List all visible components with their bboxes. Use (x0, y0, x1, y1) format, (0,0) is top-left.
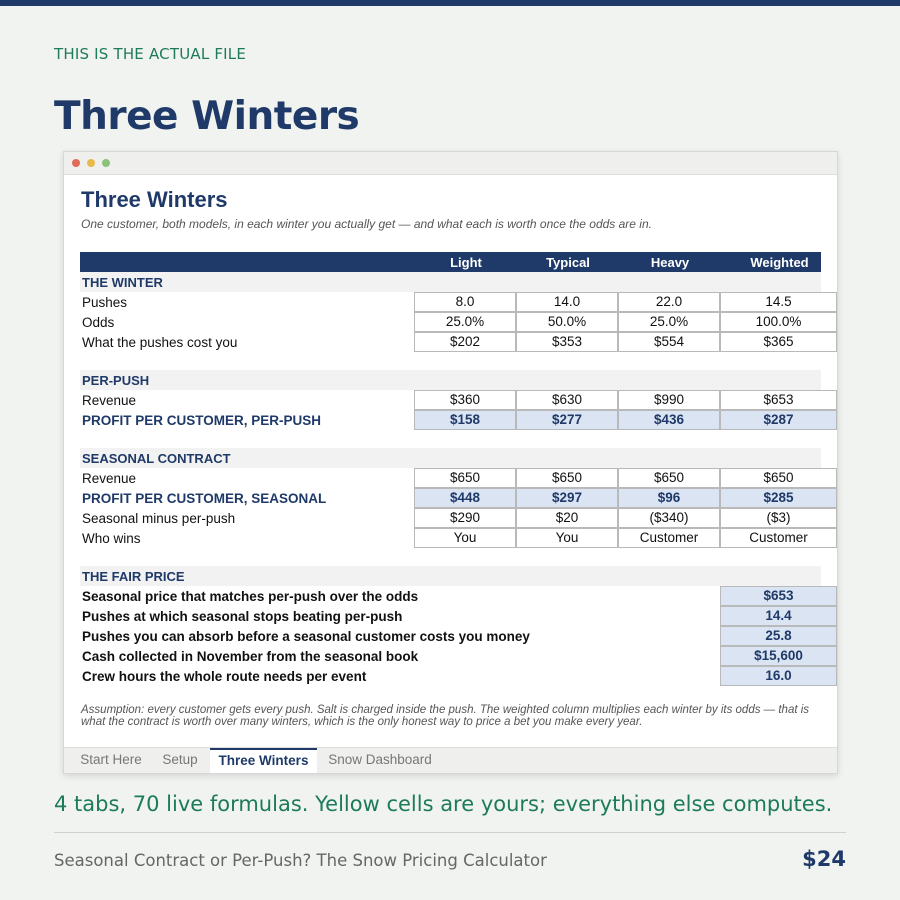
close-dot-icon[interactable] (72, 159, 80, 167)
row-label: Revenue (82, 393, 137, 408)
cell[interactable]: 22.0 (618, 292, 720, 312)
cell[interactable]: $554 (618, 332, 720, 352)
row-label: Seasonal price that matches per-push over the odds (82, 589, 419, 604)
row-label: Pushes at which seasonal stops beating per-push (82, 609, 403, 624)
tab-three-winters[interactable]: Three Winters (210, 748, 317, 773)
table-row-seasonal-minus (80, 508, 821, 528)
cell[interactable]: $277 (516, 410, 618, 430)
section-header-seasonal (80, 448, 821, 468)
cell[interactable]: $158 (414, 410, 516, 430)
cell[interactable]: $287 (720, 410, 837, 430)
table-row-perpush-profit (80, 410, 821, 430)
cell[interactable]: $448 (414, 488, 516, 508)
tagline: 4 tabs, 70 live formulas. Yellow cells are yours; everything else computes. (54, 792, 833, 816)
cell[interactable]: $96 (618, 488, 720, 508)
cell[interactable]: You (516, 528, 618, 548)
table-row-crew-hours (80, 666, 821, 686)
cell[interactable]: $653 (720, 586, 837, 606)
column-header-weighted: Weighted (750, 255, 809, 270)
cell[interactable]: 14.0 (516, 292, 618, 312)
row-label: Cash collected in November from the seasonal book (82, 649, 419, 664)
cell[interactable]: 50.0% (516, 312, 618, 332)
cell[interactable]: 14.5 (720, 292, 837, 312)
row-label: Crew hours the whole route needs per event (82, 669, 367, 684)
cell[interactable]: $290 (414, 508, 516, 528)
row-label: PROFIT PER CUSTOMER, PER-PUSH (82, 413, 322, 428)
top-accent-bar (0, 0, 900, 6)
cell[interactable]: $650 (516, 468, 618, 488)
table-row-november-cash (80, 646, 821, 666)
cell[interactable]: $990 (618, 390, 720, 410)
cell[interactable]: $365 (720, 332, 837, 352)
row-label: Pushes (82, 295, 128, 310)
cell[interactable]: $650 (720, 468, 837, 488)
column-header-row (80, 252, 821, 272)
cell[interactable]: $650 (414, 468, 516, 488)
divider (54, 832, 846, 833)
cell[interactable]: ($3) (720, 508, 837, 528)
section-title: THE FAIR PRICE (82, 569, 185, 584)
row-label: Pushes you can absorb before a seasonal customer costs you money (82, 629, 530, 644)
maximize-dot-icon[interactable] (102, 159, 110, 167)
cell[interactable]: 100.0% (720, 312, 837, 332)
minimize-dot-icon[interactable] (87, 159, 95, 167)
cell[interactable]: 16.0 (720, 666, 837, 686)
column-header-heavy: Heavy (650, 255, 690, 270)
table-row-push-cost (80, 332, 821, 352)
cell[interactable]: $15,600 (720, 646, 837, 666)
column-header-typical: Typical (546, 255, 590, 270)
cell[interactable]: ($340) (618, 508, 720, 528)
sheet-subtitle: One customer, both models, in each winter you actually get — and what each is worth once the odds are in. (81, 217, 652, 231)
cell[interactable]: $630 (516, 390, 618, 410)
cell[interactable]: Customer (618, 528, 720, 548)
cell[interactable]: $650 (618, 468, 720, 488)
table-row-fair-price (80, 586, 821, 606)
section-title: PER-PUSH (82, 373, 150, 388)
price-label: $24 (802, 847, 846, 871)
product-name: Seasonal Contract or Per-Push? The Snow Pricing Calculator (54, 851, 547, 870)
section-header-per-push (80, 370, 821, 390)
assumption-note: Assumption: every customer gets every push. Salt is charged inside the push. The weighted column multiplies each winter by its odds — that is what the contract is worth over many winters, which is the only honest way to price a bet you make every year. (81, 704, 810, 728)
table-row-breakeven-pushes (80, 606, 821, 626)
column-header-light: Light (450, 255, 482, 270)
cell[interactable]: $285 (720, 488, 837, 508)
row-label: Odds (82, 315, 115, 330)
table-row-odds (80, 312, 821, 332)
cell[interactable]: Customer (720, 528, 837, 548)
row-label: PROFIT PER CUSTOMER, SEASONAL (82, 491, 327, 506)
section-header-fair-price (80, 566, 821, 586)
cell[interactable]: You (414, 528, 516, 548)
row-label: What the pushes cost you (82, 335, 238, 350)
table-row-pushes (80, 292, 821, 312)
sheet-grid (64, 176, 837, 748)
table-row-seasonal-revenue (80, 468, 821, 488)
cell[interactable]: $20 (516, 508, 618, 528)
section-header-winter (80, 272, 821, 292)
cell[interactable]: 8.0 (414, 292, 516, 312)
cell[interactable]: 25.0% (414, 312, 516, 332)
cell[interactable]: 25.0% (618, 312, 720, 332)
cell[interactable]: $653 (720, 390, 837, 410)
section-title: THE WINTER (82, 275, 163, 290)
cell[interactable]: 14.4 (720, 606, 837, 626)
tab-start-here[interactable]: Start Here (80, 752, 142, 767)
table-row-seasonal-profit (80, 488, 821, 508)
table-row-who-wins (80, 528, 821, 548)
row-label: Seasonal minus per-push (82, 511, 236, 526)
cell[interactable]: $353 (516, 332, 618, 352)
cell[interactable]: $436 (618, 410, 720, 430)
spreadsheet-window (63, 151, 838, 774)
sheet-tab-bar (64, 747, 837, 773)
window-titlebar (64, 152, 837, 175)
eyebrow-label: THIS IS THE ACTUAL FILE (54, 45, 247, 63)
cell[interactable]: $202 (414, 332, 516, 352)
section-title: SEASONAL CONTRACT (82, 451, 231, 466)
cell[interactable]: 25.8 (720, 626, 837, 646)
table-row-absorb-pushes (80, 626, 821, 646)
tab-setup[interactable]: Setup (162, 752, 198, 767)
cell[interactable]: $360 (414, 390, 516, 410)
cell[interactable]: $297 (516, 488, 618, 508)
tab-snow-dashboard[interactable]: Snow Dashboard (328, 752, 432, 767)
page-title: Three Winters (54, 94, 360, 139)
table-row-perpush-revenue (80, 390, 821, 410)
sheet-title: Three Winters (81, 187, 228, 212)
row-label: Revenue (82, 471, 137, 486)
row-label: Who wins (82, 531, 141, 546)
